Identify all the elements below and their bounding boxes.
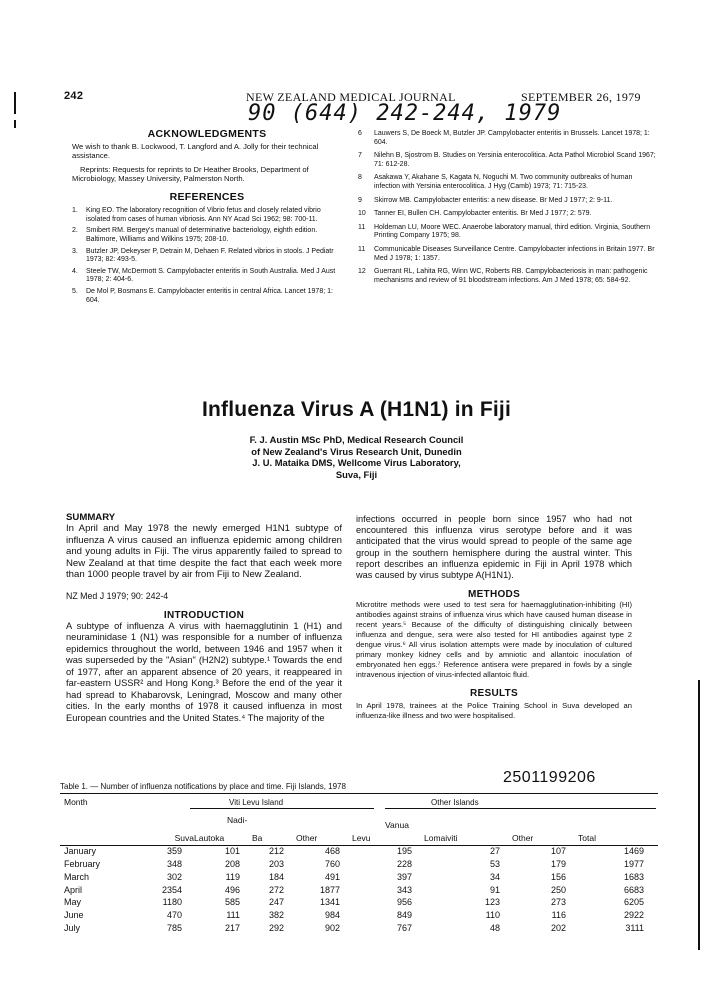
month-cell: February [64, 858, 101, 869]
value-cell: 203 [268, 858, 284, 869]
reference-item [72, 227, 342, 244]
value-cell: 48 [489, 922, 500, 933]
value-cell: 273 [550, 897, 566, 908]
reference-item [72, 207, 342, 224]
value-cell: 496 [224, 884, 240, 895]
value-cell: 397 [396, 871, 412, 882]
value-cell: 27 [489, 846, 500, 857]
references-list-right [358, 130, 658, 290]
reference-item [358, 268, 658, 285]
margin-mark [14, 120, 16, 128]
column-header: Ba [252, 833, 263, 844]
table-caption: Table 1. — Number of influenza notifications by place and time. Fiji Islands, 1978 [60, 782, 346, 791]
month-cell: March [64, 871, 90, 882]
table-row [60, 870, 658, 883]
acknowledgments-title: ACKNOWLEDGMENTS [147, 128, 267, 140]
value-cell: 2354 [161, 884, 182, 895]
value-cell: 2922 [623, 910, 644, 921]
reference-item [358, 130, 658, 147]
column-header: Other [512, 833, 534, 844]
methods-text: Microtitre methods were used to test sera for haemagglutination-inhibiting (HI) antibodies against strains of influenza virus which have caused human disease in recent years.⁵ Because of the difficulty of distinguishing clinically between influenza and dengue, sera were also tested for HI antibodies against type 2 dengue virus.⁶ All virus isolation attempts were made by inoculation of cultured primary monkey kidney cells and by amniotic and allantoic inoculation of embryonated hen eggs.⁷ Reference antisera were prepared in fowls by a single intravenous injection of virus-infected allantoic fluid. [356, 600, 632, 680]
article-title: Influenza Virus A (H1N1) in Fiji [202, 398, 511, 421]
value-cell: 1877 [319, 884, 340, 895]
header-month: Month [64, 797, 88, 807]
value-cell: 119 [225, 871, 240, 882]
value-cell: 53 [489, 858, 500, 869]
column-header: Lautoka [194, 833, 225, 844]
reference-item [72, 288, 342, 305]
reference-number: 11 [358, 245, 366, 253]
value-cell: 179 [550, 858, 566, 869]
value-cell: 585 [224, 897, 240, 908]
reference-item [358, 152, 658, 169]
reference-item [358, 210, 658, 219]
value-cell: 984 [324, 910, 340, 921]
reference-number: 8 [358, 174, 362, 182]
intro-continued-text: infections occurred in people born since 1957 who had not encountered this influenza virus serotype before and it was anticipated that the virus would spread to people of the same age group in the southern hemisphere during the austral winter. This report describes an influenza epidemic in Fiji in April 1978 which was caused by virus subtype A(H1N1). [356, 514, 632, 581]
value-cell: 6683 [623, 884, 644, 895]
value-cell: 491 [324, 871, 340, 882]
reference-text: Steele TW, McDermott S. Campylobacter enteritis in South Australia. Med J Aust 1978; 2: 404-6. [86, 267, 336, 284]
column-header: Lomaiviti [424, 833, 458, 844]
month-cell: June [64, 910, 84, 921]
value-cell: 1469 [623, 846, 644, 857]
value-cell: 1683 [623, 871, 644, 882]
column-header: Total [578, 833, 596, 844]
value-cell: 1180 [162, 897, 182, 908]
value-cell: 123 [484, 897, 500, 908]
results-title: RESULTS [469, 688, 519, 700]
viti-levu-rule [190, 808, 374, 809]
issue-date: SEPTEMBER 26, 1979 [521, 90, 641, 104]
table-row [60, 883, 658, 896]
reference-text: Asakawa Y, Akahane S, Kagata N, Noguchi M. Two community outbreaks of human infection with Yersinia enterocolitica. J Hyg (Camb) 1973; 71: 715-23. [374, 174, 633, 190]
summary-text: In April and May 1978 the newly emerged H1N1 subtype of influenza A virus caused an influenza epidemic among children and young adults in Fiji. The virus apparently failed to spread to New Zealand at that time despite the fact that each week more than 1000 people travel by air from Fiji to New Zealand. [66, 523, 342, 581]
table-header-rule [60, 845, 658, 846]
month-cell: January [64, 846, 97, 857]
value-cell: 343 [396, 884, 412, 895]
value-cell: 217 [224, 922, 240, 933]
reference-number: 7 [358, 152, 362, 160]
author-line: J. U. Mataika DMS, Wellcome Virus Laboratory, [252, 457, 461, 469]
header-viti-levu: Viti Levu Island [229, 798, 284, 807]
reference-item [358, 246, 658, 263]
introduction-text: A subtype of influenza A virus with haemagglutinin 1 (H1) and neuraminidase 1 (N1) was responsible for a number of influenza epidemics throughout the world, between 1946 and 1957 when it was superseded by the "Asian" (H2N2) subtype.¹ Towards the end of 1977, after an apparent absence of 20 years, it reappeared in far-eastern USSR² and Hong Kong.³ Before the end of the year it had spread to Khabarovsk, Leningrad, Moscow and many other cities. In the early months of 1978 it caused influenza in most European countries and the United States.⁴ The majority of the [66, 620, 342, 723]
reference-text: Lauwers S, De Boeck M, Butzler JP. Campylobacter enteritis in Brussels. Lancet 1978; 1: 604. [374, 130, 650, 146]
introduction-title: INTRODUCTION [163, 609, 245, 621]
value-cell: 785 [166, 922, 182, 933]
reference-number: 2. [72, 227, 78, 235]
reference-number: 4. [72, 267, 78, 275]
reference-item [358, 197, 658, 206]
margin-mark [698, 680, 700, 950]
reference-item [358, 224, 658, 241]
header-vanua: Vanua [385, 820, 409, 830]
acknowledgments-text: We wish to thank B. Lockwood, T. Langford and A. Jolly for their technical assistance. [72, 142, 319, 161]
value-cell: 116 [551, 910, 566, 921]
value-cell: 110 [485, 910, 500, 921]
value-cell: 1977 [623, 858, 644, 869]
page-number: 242 [64, 90, 84, 102]
handwritten-annotation: 90 (644) 242-244, 1979 [248, 101, 562, 126]
reference-number: 11 [358, 223, 366, 231]
value-cell: 292 [268, 922, 284, 933]
author-line: F. J. Austin MSc PhD, Medical Research Council [249, 434, 464, 445]
value-cell: 849 [396, 910, 412, 921]
value-cell: 382 [268, 910, 284, 921]
reference-text: Nilehn B, Sjostrom B. Studies on Yersinia enterocolitica. Acta Pathol Microbiol Scand 1967; 71: 612-28. [374, 152, 656, 168]
reference-number: 1. [72, 207, 78, 215]
value-cell: 184 [268, 871, 284, 882]
table-header-row [60, 832, 658, 845]
notifications-table [60, 832, 658, 934]
reference-number: 5. [72, 287, 78, 295]
reference-number: 3. [72, 247, 78, 255]
value-cell: 1341 [319, 897, 340, 908]
reference-text: Skirrow MB. Campylobacter enteritis: a new disease. Br Med J 1977; 2: 9-11. [374, 196, 613, 204]
value-cell: 195 [396, 846, 412, 857]
value-cell: 359 [166, 846, 182, 857]
reference-number: 10 [358, 210, 366, 218]
value-cell: 302 [166, 871, 182, 882]
column-header: Levu [352, 833, 371, 844]
column-header: Other [296, 833, 318, 844]
value-cell: 272 [268, 884, 284, 895]
reference-item [358, 174, 658, 191]
table-row [60, 896, 658, 909]
value-cell: 107 [550, 846, 566, 857]
reference-text: Butzler JP, Dekeyser P, Detrain M, Dehaen F. Related vibrios in stools. J Pediatr 1973; 82: 493-5. [86, 247, 334, 264]
journal-title: NEW ZEALAND MEDICAL JOURNAL [246, 90, 456, 104]
value-cell: 101 [224, 846, 240, 857]
methods-title: METHODS [467, 589, 521, 601]
value-cell: 348 [166, 858, 182, 869]
value-cell: 468 [324, 846, 340, 857]
margin-mark [14, 92, 16, 114]
value-cell: 111 [226, 910, 240, 921]
archive-stamp: 2501199206 [503, 769, 596, 786]
value-cell: 228 [396, 858, 412, 869]
table-top-rule [60, 793, 658, 794]
month-cell: May [64, 897, 82, 908]
value-cell: 3111 [625, 922, 644, 933]
value-cell: 902 [324, 922, 340, 933]
reference-text: Smibert RM. Bergey's manual of determinative bacteriology, eighth edition. Baltimore, Williams and Wilkins 1975; 208-10. [86, 227, 318, 243]
reference-text: Tanner EI, Bullen CH. Campylobacter enteritis. Br Med J 1977; 2: 579. [374, 210, 592, 218]
value-cell: 202 [550, 922, 566, 933]
value-cell: 956 [396, 897, 412, 908]
table-row [60, 922, 658, 935]
reference-item [72, 248, 342, 265]
table-row [60, 858, 658, 871]
references-list-left [72, 207, 342, 305]
value-cell: 767 [396, 922, 412, 933]
author-block [0, 434, 713, 480]
value-cell: 247 [268, 897, 284, 908]
value-cell: 760 [324, 858, 340, 869]
reference-text: De Mol P, Bosmans E. Campylobacter enteritis in central Africa. Lancet 1978; 1: 604. [86, 287, 333, 304]
value-cell: 34 [489, 871, 500, 882]
summary-title: SUMMARY [66, 512, 116, 523]
value-cell: 156 [550, 871, 566, 882]
reference-text: King EO. The laboratory recognition of Vibrio fetus and closely related vibrio isolated from cases of human vibriosis. Ann NY Acad Sci 1962; 98: 700-11. [86, 207, 321, 223]
value-cell: 250 [550, 884, 566, 895]
reference-text: Communicable Diseases Surveillance Centre. Campylobacter infections in Britain 1977. Br Med J 1978; 1: 1357. [374, 245, 655, 262]
value-cell: 6205 [623, 897, 644, 908]
value-cell: 208 [224, 858, 240, 869]
column-header: Suva [174, 833, 194, 844]
header-cell [60, 832, 132, 845]
header-other-islands: Other Islands [431, 798, 479, 807]
citation: NZ Med J 1979; 90: 242-4 [66, 590, 169, 601]
reference-text: Guerrant RL, Lahita RG, Winn WC, Roberts RB. Campylobacteriosis in man: pathogenic mechanisms and review of 91 bloodstream infections. Am J Med 1978; 65: 584-92. [374, 268, 648, 284]
month-cell: July [64, 922, 81, 933]
author-line: of New Zealand's Virus Research Unit, Dunedin [251, 445, 462, 457]
reference-number: 9 [358, 196, 362, 204]
value-cell: 470 [166, 910, 182, 921]
table-row [60, 909, 658, 922]
results-text: In April 1978, trainees at the Police Training School in Suva developed an influenza-like illness and two were hospitalised. [356, 701, 632, 721]
reference-number: 6 [358, 130, 362, 137]
references-title: REFERENCES [169, 191, 245, 204]
other-islands-rule [385, 808, 656, 809]
month-cell: April [64, 884, 83, 895]
reprints-text: Reprints: Requests for reprints to Dr Heather Brooks, Department of Microbiology, Massey University, Palmerston North. [72, 164, 309, 183]
value-cell: 91 [489, 884, 500, 895]
reference-number: 12 [358, 268, 366, 276]
reference-item [72, 268, 342, 285]
reference-text: Holdeman LU, Moore WEC. Anaerobe laboratory manual, third edition. Virginia, Southern Printing Company 1975; 98. [374, 223, 651, 240]
value-cell: 212 [268, 846, 284, 857]
author-line: Suva, Fiji [335, 468, 378, 480]
table-row [60, 845, 658, 858]
header-nadi: Nadi- [227, 815, 248, 825]
